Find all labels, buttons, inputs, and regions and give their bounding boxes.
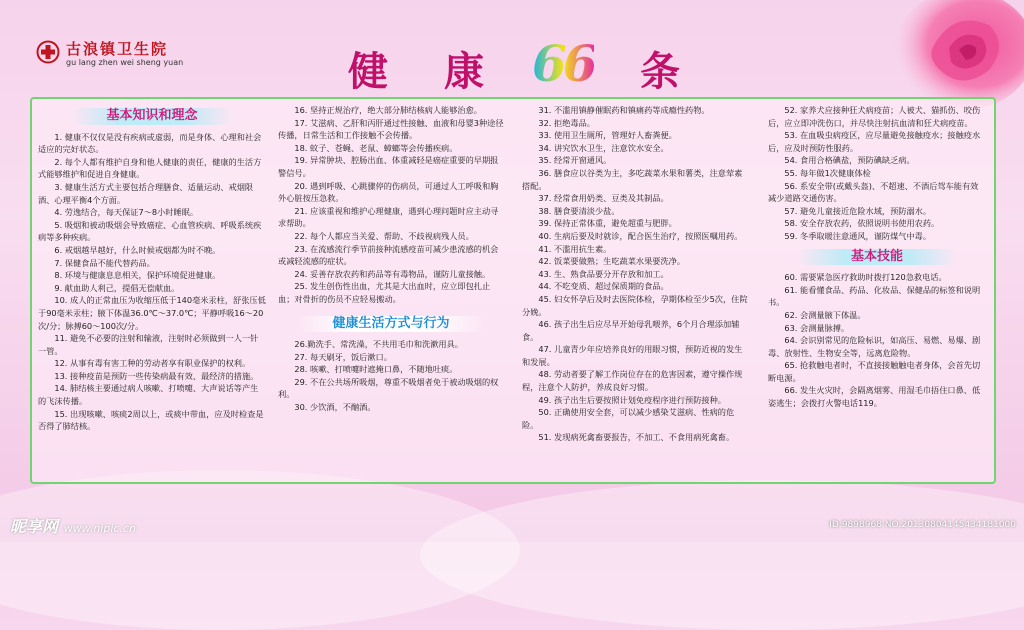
list-item: 14. 肺结核主要通过病人咳嗽、打喷嚏、大声说话等产生的飞沫传播。	[38, 383, 259, 407]
list-item: 39. 保持正常体重，避免超重与肥胖。	[538, 218, 677, 229]
list-item: 36. 膳食应以谷类为主，多吃蔬菜水果和薯类，注意荤素搭配。	[522, 167, 743, 191]
list-item: 54. 食用合格碘盐，预防碘缺乏病。	[784, 155, 915, 166]
list-item: 1. 健康不仅仅是没有疾病或虚弱，而是身体、心理和社会适应的完好状态。	[38, 131, 262, 155]
list-item: 50. 正确使用安全套，可以减少感染艾滋病、性病的危险。	[522, 407, 735, 430]
list-item: 42. 饭菜要做熟；生吃蔬菜水果要洗净。	[538, 256, 686, 267]
list-item: 22. 每个人都应当关爱、帮助、不歧视病残人员。	[294, 230, 474, 241]
column-2	[278, 104, 504, 476]
list-item: 21. 应该重视和维护心理健康，遇到心理问题时应主动寻求帮助。	[278, 205, 499, 229]
list-item: 61. 能看懂食品、药品、化妆品、保健品的标签和说明书。	[768, 284, 981, 308]
list-item: 8. 环境与健康息息相关，保护环境促进健康。	[54, 270, 221, 281]
list-item: 28. 咳嗽、打喷嚏时遮掩口鼻，不随地吐痰。	[294, 364, 458, 375]
list-item: 57. 避免儿童接近危险水域，预防溺水。	[784, 205, 932, 216]
list-item: 3. 健康生活方式主要包括合理膳食、适量运动、戒烟限酒、心理平衡4个方面。	[38, 181, 254, 205]
list-item: 15. 出现咳嗽、咳痰2周以上，或痰中带血，应及时检查是否得了肺结核。	[38, 408, 264, 432]
list-item: 30. 少饮酒，不酗酒。	[294, 402, 376, 413]
watermark-brand: 昵享网	[10, 517, 59, 536]
column-4	[768, 104, 986, 476]
list-item: 45. 妇女怀孕后及时去医院体检，孕期体检至少5次，住院分娩。	[522, 293, 748, 317]
list-item: 41. 不滥用抗生素。	[538, 243, 612, 254]
organization-pinyin: gu lang zhen wei sheng yuan	[66, 58, 184, 67]
list-item: 25. 发生创伤性出血，尤其是大出血时，应立即包扎止血；对骨折的伤员不应轻易搬动。	[278, 281, 491, 304]
list-item: 4. 劳逸结合，每天保证7～8小时睡眠。	[54, 207, 199, 218]
title-char: 条	[640, 48, 680, 95]
list-item: 55. 每年做1次健康体检	[784, 167, 871, 178]
list-item: 16. 坚持正规治疗，绝大部分肺结核病人能够治愈。	[294, 105, 482, 115]
list-lifestyle-continued	[522, 104, 750, 444]
list-item: 18. 蚊子、苍蝇、老鼠、蟑螂等会传播疾病。	[294, 142, 458, 153]
list-item: 60. 需要紧急医疗救助时拨打120急救电话。	[784, 272, 947, 283]
list-item: 66. 发生火灾时，会隔离烟雾、用湿毛巾捂住口鼻、低姿逃生；会拨打火警电话119。	[768, 385, 981, 409]
list-item: 6. 戒烟越早越好，什么时候戒烟都为时不晚。	[54, 244, 221, 255]
list-item: 27. 每天刷牙，饭后漱口。	[294, 351, 392, 362]
list-item: 33. 使用卫生厕所，管理好人畜粪便。	[538, 130, 677, 141]
organization-name: 古浪镇卫生院	[66, 40, 169, 58]
watermark-id: ID:9898968 NO:20130804145434181000	[829, 520, 1016, 530]
title-char: 健	[348, 48, 388, 95]
title-number: 66	[532, 34, 594, 93]
list-item: 38. 膳食要清淡少盐。	[538, 205, 620, 216]
list-item: 52. 家养犬应接种狂犬病疫苗；人被犬、猫抓伤、咬伤后，应立即冲洗伤口，并尽快注射抗血清和狂犬病疫苗。	[768, 105, 981, 128]
list-item: 49. 孩子出生后要按照计划免疫程序进行预防接种。	[538, 394, 726, 405]
background-wave	[420, 480, 1024, 630]
list-item: 7. 保健食品不能代替药品。	[54, 257, 155, 268]
list-item: 17. 艾滋病、乙肝和丙肝通过性接触、血液和母婴3种途径传播，日常生活和工作接触不会传播。	[278, 117, 504, 141]
section-title-basic-knowledge: 基本知识和理念	[72, 108, 232, 125]
list-item: 12. 从事有毒有害工种的劳动者享有职业保护的权利。	[54, 358, 251, 369]
list-item: 53. 在血吸虫病疫区，应尽量避免接触疫水；接触疫水后，应及时预防性服药。	[768, 130, 981, 153]
list-item: 35. 经常开窗通风。	[538, 155, 612, 166]
list-item: 19. 异常肿块、腔肠出血、体重减轻是癌症重要的早期报警信号。	[278, 155, 499, 178]
section-title-basic-skills: 基本技能	[797, 249, 957, 266]
list-item: 58. 安全存放农药，依照说明书使用农药。	[784, 218, 940, 229]
list-item: 37. 经常食用奶类、豆类及其制品。	[538, 193, 669, 204]
page-title	[340, 34, 700, 100]
list-item: 56. 系安全带(或戴头盔)、不超速、不酒后驾车能有效减少道路交通伤害。	[768, 180, 979, 204]
list-item: 26.勤洗手、常洗澡，不共用毛巾和洗漱用具。	[294, 339, 463, 350]
list-item: 40. 生病后要及时就诊，配合医生治疗，按照医嘱用药。	[538, 230, 743, 241]
list-item: 2. 每个人都有维护自身和他人健康的责任，健康的生活方式能够维护和促进自身健康。	[38, 156, 262, 180]
list-basic-knowledge-continued	[278, 104, 504, 306]
list-item: 34. 讲究饮水卫生，注意饮水安全。	[538, 142, 669, 153]
column-3	[522, 104, 750, 476]
title-char: 康	[444, 48, 484, 95]
list-item: 65. 抢救触电者时，不直接接触触电者身体，会首先切断电源。	[768, 360, 981, 383]
list-lifestyle-end	[768, 104, 986, 243]
list-item: 9. 献血助人利己，提倡无偿献血。	[54, 282, 180, 293]
list-item: 47. 儿童青少年应培养良好的用眼习惯，预防近视的发生和发展。	[522, 344, 743, 367]
list-item: 32. 拒绝毒品。	[538, 117, 595, 128]
list-item: 46. 孩子出生后应尽早开始母乳喂养，6个月合理添加辅食。	[522, 319, 740, 342]
list-item: 31. 不滥用镇静催眠药和镇痛药等成瘾性药物。	[538, 105, 710, 115]
list-item: 20. 遇到呼吸、心跳骤停的伤病员，可通过人工呼吸和胸外心脏按压急救。	[278, 180, 499, 204]
list-item: 23. 在流感流行季节前接种流感疫苗可减少患流感的机会或减轻流感的症状。	[278, 243, 499, 267]
list-basic-knowledge	[38, 131, 266, 433]
list-lifestyle	[278, 338, 504, 414]
section-title-lifestyle: 健康生活方式与行为	[296, 316, 486, 333]
list-item: 10. 成人的正常血压为收缩压低于140毫米汞柱，舒张压低于90毫米汞柱；腋下体温36.0℃～37.0℃；平静呼吸16～20次/分；脉搏60～100次/分。	[38, 295, 266, 331]
list-item: 48. 劳动者要了解工作岗位存在的危害因素，遵守操作规程，注意个人防护，养成良好习惯。	[522, 369, 743, 393]
list-item: 44. 不吃变质、超过保质期的食品。	[538, 281, 669, 292]
list-basic-skills	[768, 271, 986, 410]
list-item: 64. 会识别常见的危险标识，如高压、易燃、易爆、剧毒、放射性、生物安全等，远离危险物。	[768, 335, 981, 358]
column-1	[38, 104, 266, 476]
list-item: 51. 发现病死禽畜要报告，不加工、不食用病死禽畜。	[538, 432, 735, 443]
list-item: 62. 会测量腋下体温。	[784, 309, 866, 320]
watermark-url: www.nipic.cn	[63, 522, 137, 535]
list-item: 24. 妥善存放农药和药品等有毒物品，谨防儿童接触。	[294, 268, 491, 279]
list-item: 63. 会测量脉搏。	[784, 322, 850, 333]
list-item: 59. 冬季取暖注意通风，谨防煤气中毒。	[784, 230, 932, 241]
red-cross-logo-icon	[36, 40, 60, 64]
list-item: 13. 接种疫苗是预防一些传染病最有效、最经济的措施。	[54, 370, 259, 381]
list-item: 5. 吸烟和被动吸烟会导致癌症、心血管疾病、呼吸系统疾病等多种疾病。	[38, 219, 262, 243]
list-item: 43. 生、熟食品要分开存放和加工。	[538, 268, 669, 279]
list-item: 11. 避免不必要的注射和输液，注射时必须做到一人一针一管。	[38, 333, 259, 356]
watermark-left	[10, 514, 136, 537]
list-item: 29. 不在公共场所吸烟，尊重不吸烟者免于被动吸烟的权利。	[278, 376, 499, 400]
